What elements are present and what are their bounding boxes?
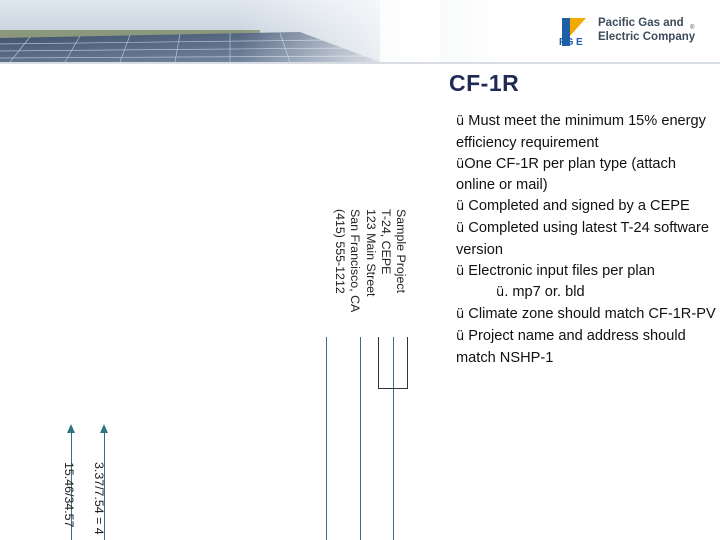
sample-project-label bbox=[316, 209, 408, 337]
check-icon: ü bbox=[456, 199, 465, 215]
ratio-line2: 15.46/34.57 bbox=[62, 462, 76, 528]
ratio-label bbox=[62, 462, 114, 540]
sample-project-name: Sample Project bbox=[394, 209, 408, 294]
company-name-line2: Electric Company bbox=[598, 31, 696, 43]
ratio-line1: 3.37/7.54 = 4 bbox=[92, 462, 106, 535]
bullet-item: ü Completed using latest T-24 software version bbox=[456, 219, 709, 258]
bullet-item: ü Must meet the minimum 15% energy efficiency requirement bbox=[456, 113, 706, 151]
arrow-up-icon bbox=[67, 424, 75, 433]
check-icon: ü bbox=[456, 328, 465, 344]
sample-project-phone: (415) 555-1212 bbox=[333, 209, 348, 294]
bullet-item: üOne CF-1R per plan type (attach online or mail) bbox=[456, 155, 676, 194]
svg-text:PG: PG bbox=[559, 37, 574, 48]
check-icon: ü bbox=[456, 263, 465, 279]
header-rule bbox=[0, 62, 720, 64]
check-icon: ü bbox=[456, 307, 465, 323]
connector-line bbox=[360, 337, 361, 540]
header-banner bbox=[0, 0, 720, 62]
trademark-symbol: ® bbox=[690, 25, 695, 31]
bullet-item: ü Completed and signed by a CEPE bbox=[456, 198, 690, 215]
company-name-line1: Pacific Gas and bbox=[598, 17, 684, 29]
requirements-list bbox=[456, 111, 718, 369]
bullet-item: ü Climate zone should match CF-1R-PV bbox=[456, 306, 716, 323]
svg-text:E: E bbox=[576, 37, 583, 48]
arrow-up-icon bbox=[100, 424, 108, 433]
company-name bbox=[598, 16, 716, 44]
sample-project-street: 123 Main Street bbox=[363, 209, 378, 297]
header-fade bbox=[240, 0, 440, 62]
check-icon: ü bbox=[456, 114, 465, 129]
sample-box bbox=[378, 337, 408, 389]
slide-title: CF-1R bbox=[449, 70, 520, 96]
pge-logo-icon bbox=[556, 16, 590, 48]
check-icon: ü bbox=[456, 220, 465, 236]
sample-project-cepe: T-24, CEPE bbox=[378, 209, 393, 275]
bullet-item: ü Electronic input files per plan bbox=[456, 262, 655, 279]
check-icon: ü bbox=[456, 156, 465, 172]
connector-line bbox=[326, 337, 327, 540]
bullet-subitem: ü. mp7 or. bld bbox=[496, 284, 585, 301]
check-icon: ü bbox=[496, 285, 505, 301]
bullet-item: ü Project name and address should match NSHP-1 bbox=[456, 327, 686, 366]
sample-project-city: San Francisco, CA bbox=[348, 209, 363, 313]
